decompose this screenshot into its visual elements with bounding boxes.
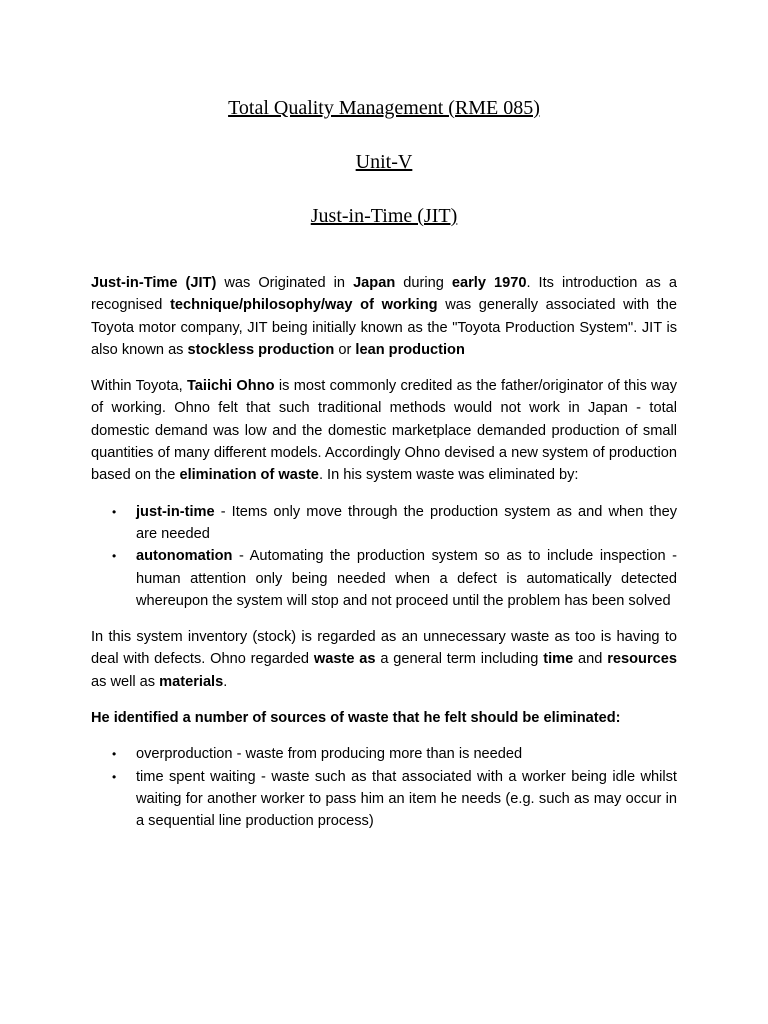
text: . Its introduction as a recognised (91, 275, 677, 314)
text: as well as (91, 673, 160, 690)
text: during (395, 275, 452, 291)
bold-text: time (543, 651, 574, 668)
text: was Originated in (216, 275, 354, 291)
paragraph-inventory (91, 626, 677, 693)
bullet-icon: • (112, 549, 117, 564)
bullet-icon: • (112, 747, 117, 762)
bold-text: materials (159, 673, 224, 690)
bold-text: lean production (355, 341, 465, 358)
text: . (223, 673, 228, 690)
paragraph-jit-intro (91, 272, 677, 361)
bold-text: stockless production (187, 341, 335, 358)
bold-text: technique/philosophy/way of working (170, 297, 438, 314)
bold-text: just-in-time (136, 503, 215, 520)
list-item (91, 545, 677, 612)
list-item (91, 766, 677, 833)
text: - Items only move through the production system as and when they are needed (136, 503, 677, 542)
bold-text: early 1970 (451, 275, 527, 291)
text: time spent waiting - waste such as that associated with a worker being idle whilst waiting for another worker to pass him an item he needs (e.g. such as may occur in a sequential line production process) (136, 768, 677, 830)
bold-text: resources (607, 651, 677, 668)
bold-text: elimination of waste (179, 467, 319, 484)
document-body (91, 272, 677, 833)
waste-elimination-list (91, 501, 677, 612)
bold-text: Japan (353, 275, 396, 291)
bold-text: Just-in-Time (JIT) (91, 275, 217, 291)
text: is most commonly credited as the father/originator of this way of working. Ohno felt that such traditional methods would not work in Japan - total domestic demand was low and the domestic marketplace demanded production of small quantities of many different models. Accordingly Ohno devised a new system of production based on the (91, 378, 678, 484)
text: - Automating the production system so as to include inspection - human attention only being needed when a defect is automatically detected whereupon the system will stop and not proceed until the problem has been solved (136, 548, 677, 609)
bold-text: autonomation (136, 548, 233, 565)
list-item (91, 743, 677, 765)
list-item (91, 501, 677, 546)
text: overproduction - waste from producing more than is needed (136, 746, 523, 763)
bold-text: waste as (313, 651, 376, 668)
bold-text: Taiichi Ohno (186, 378, 275, 395)
unit-title: Unit-V (355, 151, 413, 173)
topic-title: Just-in-Time (JIT) (310, 205, 458, 227)
text: a general term including (375, 651, 544, 668)
paragraph-toyota (91, 375, 677, 486)
text: was generally associated with the Toyota motor company, JIT being initially known as the "Toyota Production System". JIT is also known as (91, 297, 678, 358)
bold-text: He identified a number of sources of waste that he felt should be eliminated: (91, 710, 621, 727)
waste-sources-list (91, 743, 677, 832)
bullet-icon: • (112, 504, 117, 519)
text: Within Toyota, (91, 378, 187, 395)
text: or (334, 341, 356, 358)
text: In this system inventory (stock) is regarded as an unnecessary waste as too is having to deal with defects. Ohno regarded (91, 629, 677, 668)
text: and (573, 651, 608, 668)
bullet-icon: • (112, 769, 117, 784)
paragraph-waste-sources-heading (91, 707, 677, 729)
text: . In his system waste was eliminated by: (318, 467, 579, 484)
course-title: Total Quality Management (RME 085) (228, 97, 540, 119)
